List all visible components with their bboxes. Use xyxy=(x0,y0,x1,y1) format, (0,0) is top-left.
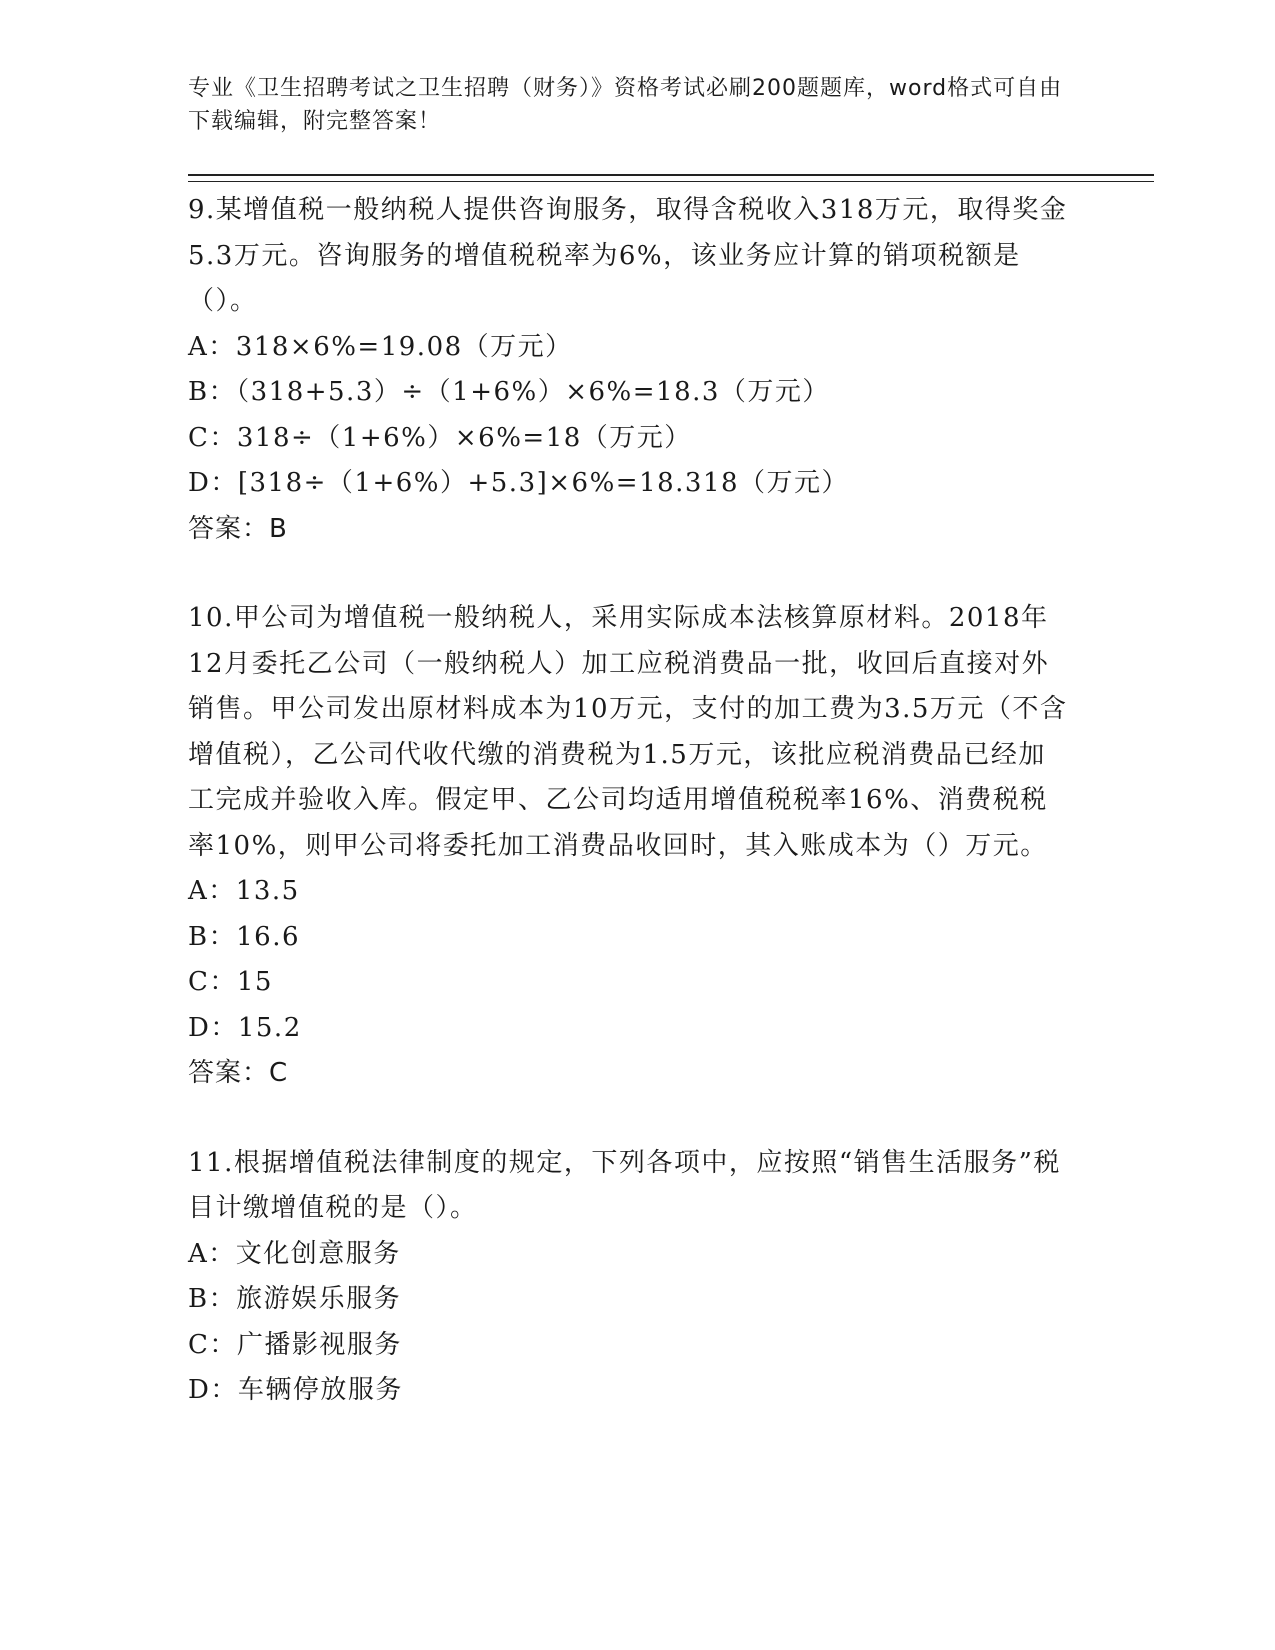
question-10 xyxy=(188,596,1068,1097)
answer: 答案：B xyxy=(188,513,288,544)
option-d: D：[318÷（1+6%）+5.3]×6%=18.318（万元） xyxy=(188,468,850,498)
option-a: A：318×6%=19.08（万元） xyxy=(188,331,573,362)
spacer xyxy=(188,1097,1068,1141)
spacer xyxy=(188,552,1068,596)
option-b: B：（318+5.3）÷（1+6%）×6%=18.3（万元） xyxy=(188,377,830,407)
option-a: A：13.5 xyxy=(188,876,300,906)
option-c: C：15 xyxy=(188,967,273,997)
option-b: B：16.6 xyxy=(188,921,300,952)
question-list xyxy=(188,188,1068,1414)
question-stem: 11.根据增值税法律制度的规定，下列各项中，应按照“销售生活服务”税目计缴增值税的是（）。 xyxy=(188,1147,1061,1223)
option-d: D：车辆停放服务 xyxy=(188,1375,403,1405)
header-divider xyxy=(188,174,1154,182)
option-d: D：15.2 xyxy=(188,1012,302,1043)
option-c: C：广播影视服务 xyxy=(188,1329,402,1360)
option-b: B：旅游娱乐服务 xyxy=(188,1284,402,1314)
option-c: C：318÷（1+6%）×6%=18（万元） xyxy=(188,422,692,453)
question-9 xyxy=(188,188,1068,552)
question-stem: 10.甲公司为增值税一般纳税人，采用实际成本法核算原材料。2018年12月委托乙公司（一般纳税人）加工应税消费品一批，收回后直接对外销售。甲公司发出原材料成本为10万元，支付的加工费为3.5万元（不含增值税），乙公司代收代缴的消费税为1.5万元，该批应税消费品已经加工完成并验收入库。假定甲、乙公司均适用增值税税率16%、消费税税率10%，则甲公司将委托加工消费品收回时，其入账成本为（）万元。 xyxy=(188,603,1068,861)
page-header: 专业《卫生招聘考试之卫生招聘（财务）》资格考试必刷200题题库，word格式可自由下载编辑，附完整答案！ xyxy=(188,76,1063,134)
question-11 xyxy=(188,1141,1068,1414)
option-a: A：文化创意服务 xyxy=(188,1238,401,1269)
answer: 答案：C xyxy=(188,1058,289,1088)
question-stem: 9.某增值税一般纳税人提供咨询服务，取得含税收入318万元，取得奖金5.3万元。咨询服务的增值税税率为6%，该业务应计算的销项税额是（）。 xyxy=(188,195,1068,316)
